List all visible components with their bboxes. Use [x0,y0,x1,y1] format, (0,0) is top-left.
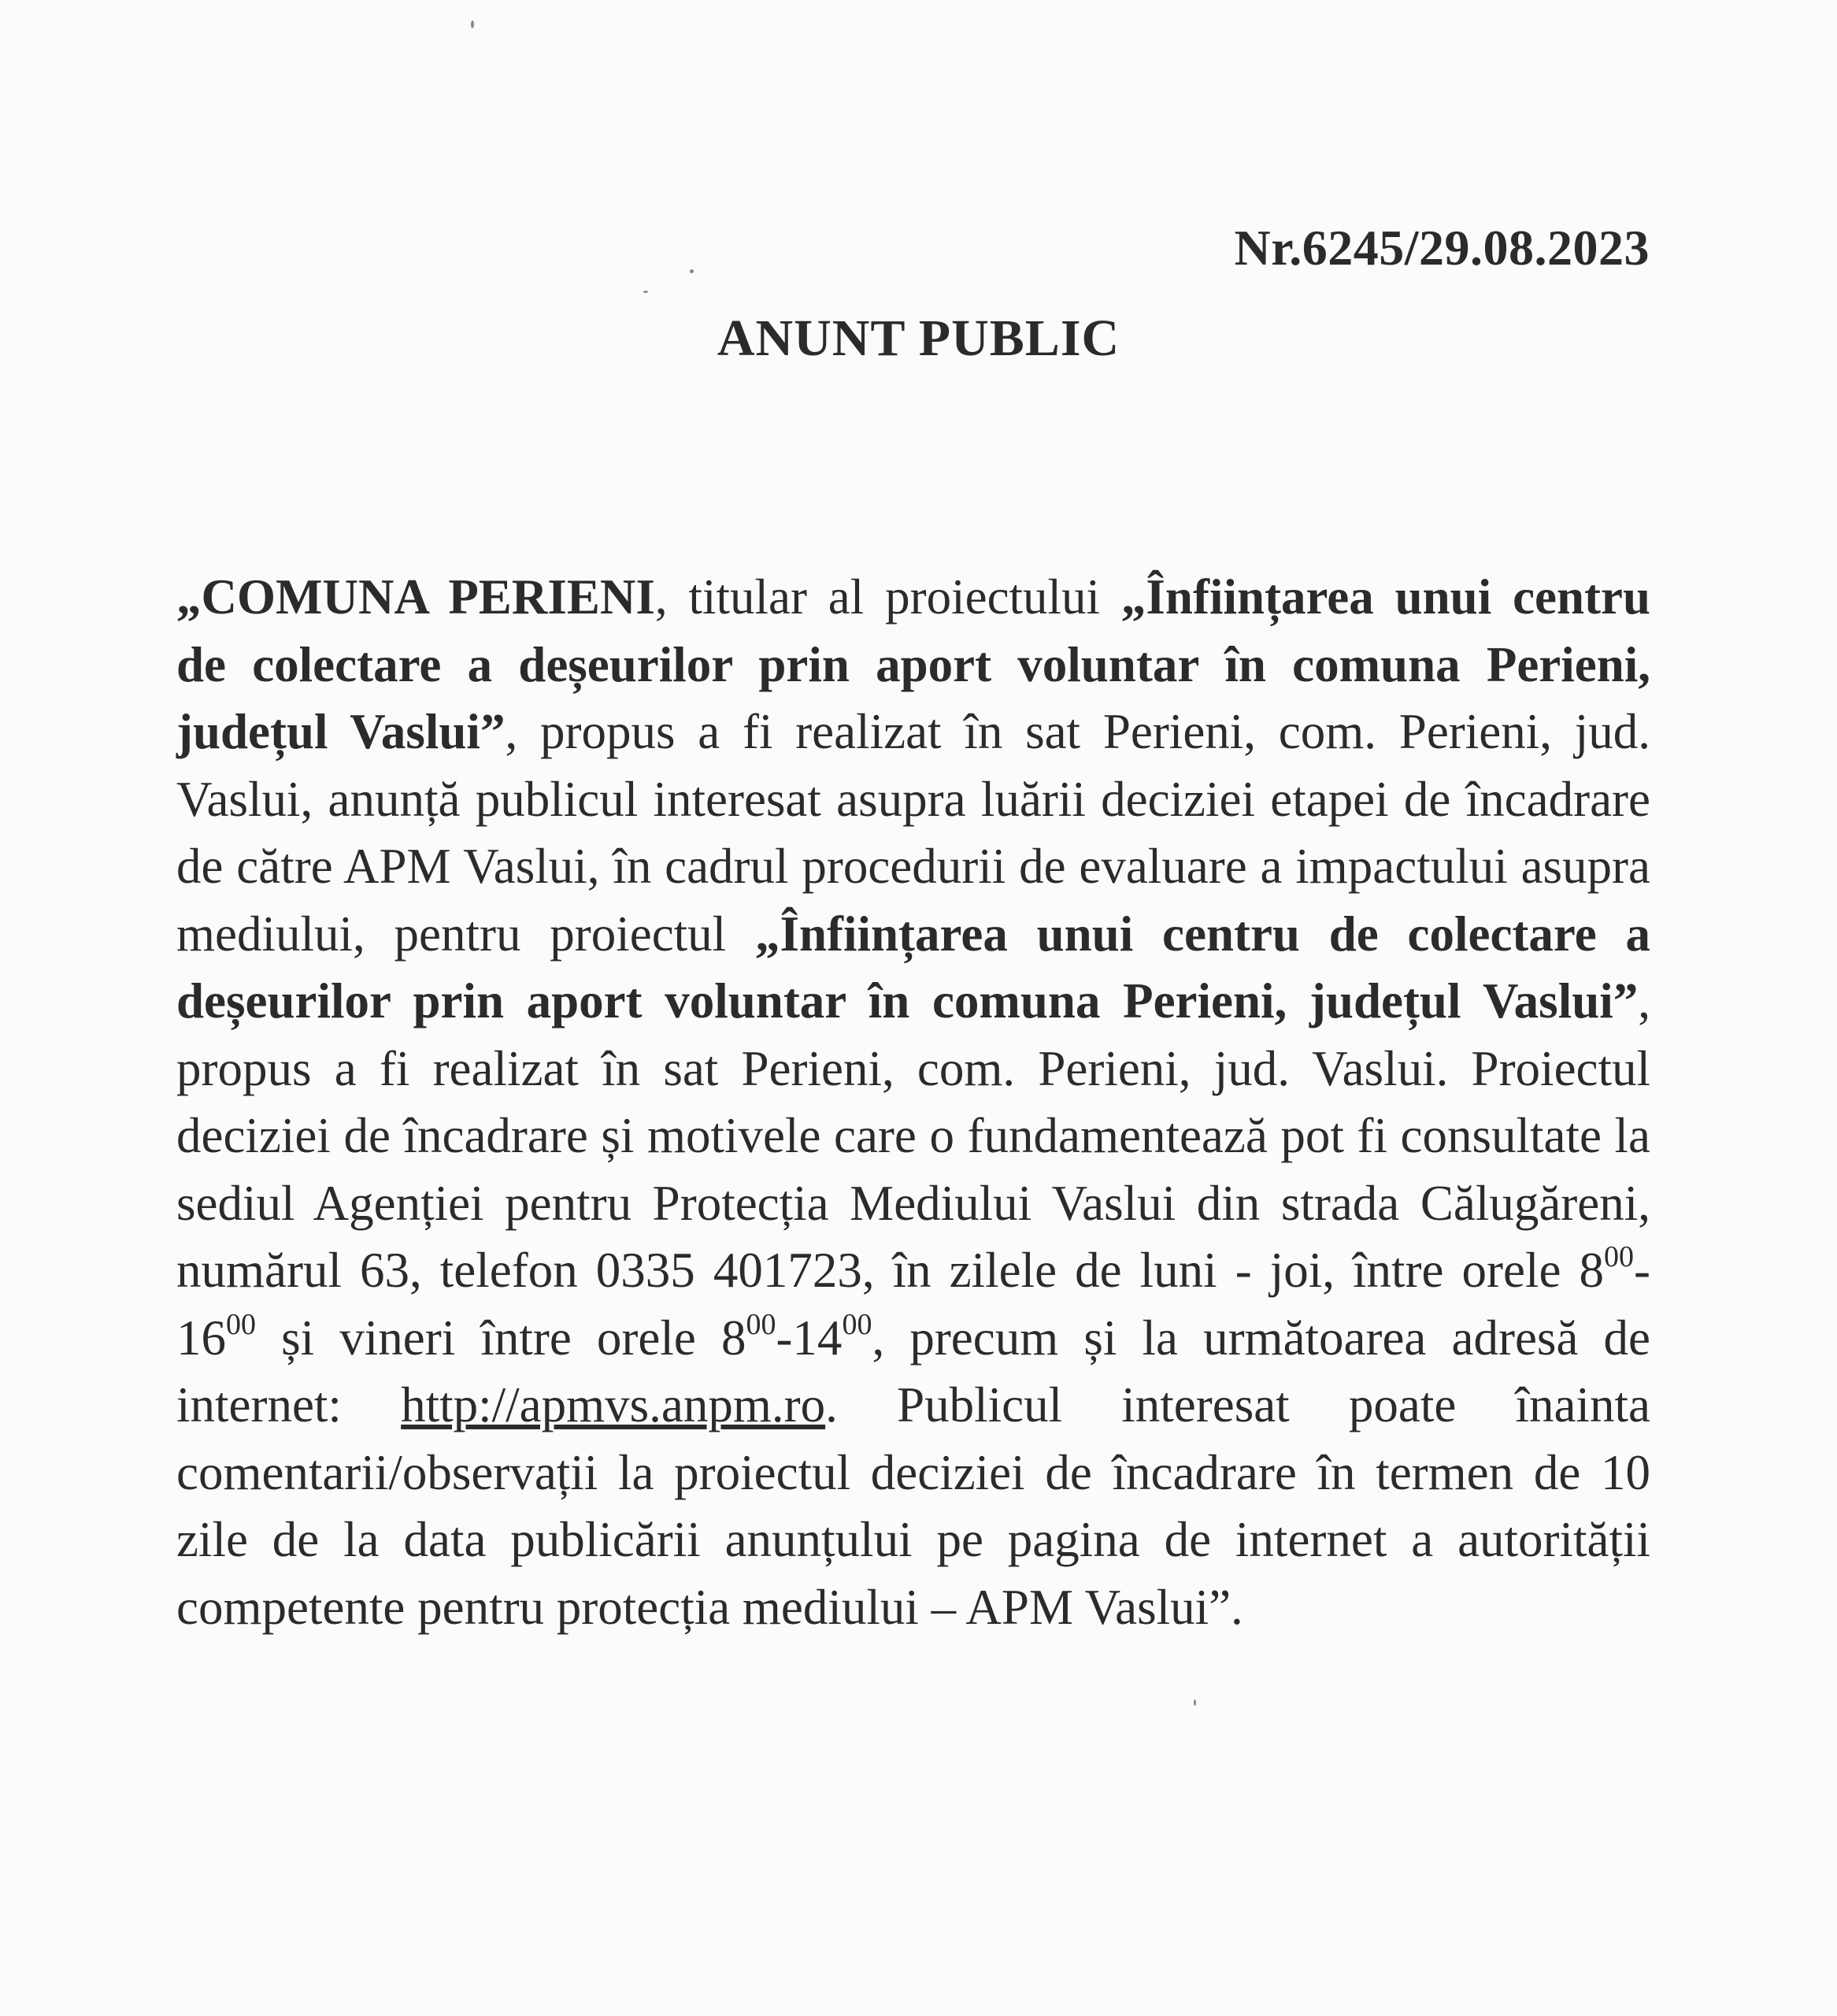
scan-speck [690,269,694,273]
body-text-1: , titular al proiectului [654,569,1121,624]
hour-14: -14 [776,1310,843,1366]
hour-superscript: 00 [1604,1240,1635,1273]
applicant-name: COMUNA PERIENI [201,569,655,624]
body-text-2: , propus a fi realizat în sat Perieni, com. Perieni, jud. Vaslui, anunță publicul interesat asupra luării deciziei etapei de încadrare de către APM Vaslui, în cadrul procedurii de evaluare a impactului asupra mediului, pentru proiectul [176,704,1650,962]
scan-speck [1194,1699,1196,1706]
body-text-5: , precum și la următoarea adresă de internet: [176,1310,1650,1432]
hour-superscript: 00 [842,1307,872,1341]
hour-superscript: 00 [746,1307,776,1341]
project-title-first: „Înființarea unui centru de colectare a deșeurilor prin aport voluntar în comuna Perieni, județul Vaslui” [176,569,1651,759]
body-text-3: , propus a fi realizat în sat Perieni, com. Perieni, jud. Vaslui. Proiectul deciziei de încadrare și motivele care o fundamentează pot fi consultate la sediul Agenției pentru Protecția Mediului Vaslui din strada Călugăreni, numărul 63, telefon 0335 401723, în zilele de luni - joi, între orele 8 [176,973,1650,1298]
opening-quote: „ [176,569,202,624]
scan-speck [643,291,648,293]
document-number: Nr.6245/29.08.2023 [1234,220,1650,276]
body-text-4: și vineri între orele 8 [256,1310,746,1366]
hour-16: -16 [176,1243,1650,1366]
announcement-body [176,564,1650,1641]
document-title: ANUNT PUBLIC [717,309,1120,367]
project-title-second: „Înființarea unui centru de colectare a deșeurilor prin aport voluntar în comuna Perieni, județul Vaslui” [176,906,1650,1028]
scan-speck [471,20,474,28]
body-text-6: . Publicul interesat poate înainta comentarii/observații la proiectul deciziei de încadrare în termen de 10 zile de la data publicării anunțului pe pagina de internet a autorității competente pentru protecția mediului – APM Vaslui”. [176,1377,1650,1635]
hour-superscript: 00 [226,1307,256,1341]
apm-website-link[interactable]: http://apmvs.anpm.ro [401,1377,826,1432]
